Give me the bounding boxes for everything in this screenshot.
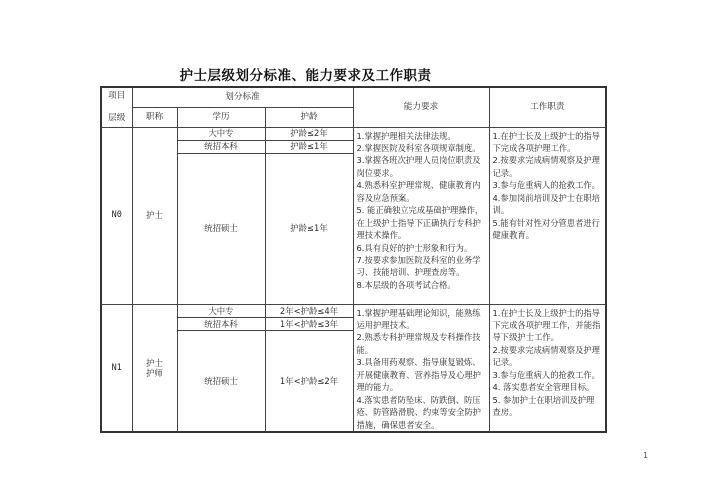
ability-item: 1.掌握护理基础理论知识，能熟练运用护理技术。 bbox=[356, 307, 481, 330]
ability-item: 2.熟悉专科护理常规及专科操作技能。 bbox=[356, 332, 481, 355]
level-cell: N0 bbox=[101, 127, 132, 304]
duty-item: 3.参与危重病人的抢救工作。 bbox=[492, 180, 600, 191]
header-criteria: 划分标准 bbox=[132, 87, 353, 107]
education-cell: 统招本科 bbox=[177, 140, 265, 153]
education-cell: 大中专 bbox=[177, 127, 265, 140]
duty-item: 3.参与危重病人的抢救工作。 bbox=[492, 369, 600, 380]
duties-cell bbox=[489, 127, 606, 304]
ability-item: 3.具备用药观察、指导康复锻炼、开展健康教育、营养指导及心理护理的能力。 bbox=[356, 357, 481, 393]
header-level-label: 层级 bbox=[108, 112, 126, 123]
ability-cell bbox=[353, 304, 489, 432]
title-cell: 护士 bbox=[132, 127, 177, 304]
seniority-cell: 1年<护龄≤3年 bbox=[265, 317, 353, 330]
level-cell: N1 bbox=[101, 304, 132, 432]
ability-item: 1.掌握护理相关法律法规。 bbox=[356, 130, 456, 141]
document-title-text: 护士层级划分标准、能力要求及工作职责 bbox=[179, 68, 432, 84]
education-cell: 统招硕士 bbox=[177, 330, 265, 432]
duty-item: 4.参加岗前培训及护士在职培训。 bbox=[492, 192, 600, 216]
seniority-cell: 1年<护龄≤2年 bbox=[265, 330, 353, 432]
duty-item: 4. 落实患者安全管理目标。 bbox=[492, 382, 595, 393]
title-line: 护士 bbox=[146, 357, 163, 368]
duty-item: 1.在护士长及上级护士的指导下完成各项护理工作，并能指导下级护士工作。 bbox=[492, 307, 601, 343]
document-title bbox=[0, 64, 707, 84]
header-education: 学历 bbox=[177, 107, 265, 127]
header-ability: 能力要求 bbox=[353, 87, 489, 127]
duty-item: 2.按要求完成病情观察及护理记录。 bbox=[492, 155, 600, 178]
ability-item: 7.按要求参加医院及科室的业务学习、技能培训、护理查房等。 bbox=[356, 255, 481, 278]
duty-item: 1.在护士长及上级护士的指导下完成各项护理工作。 bbox=[492, 130, 600, 153]
duty-item: 5.能有针对性对分管患者进行健康教育。 bbox=[492, 217, 600, 241]
ability-item: 8.本层级的各项考试合格。 bbox=[356, 279, 456, 290]
nurse-level-table bbox=[100, 86, 607, 433]
education-cell: 大中专 bbox=[177, 304, 265, 317]
ability-item: 5. 能正确独立完成基础护理操作，在上级护士指导下正确执行专科护理技术操作。 bbox=[356, 205, 484, 241]
title-line: 护师 bbox=[146, 367, 163, 378]
duty-item: 2.按要求完成病情观察及护理记录。 bbox=[492, 344, 600, 368]
seniority-cell: 2年<护龄≤4年 bbox=[265, 304, 353, 317]
ability-item: 3.掌握各班次护理人员岗位职责及岗位要求。 bbox=[356, 155, 481, 178]
duty-item: 5. 参加护士在职培训及护理查房。 bbox=[492, 394, 595, 418]
seniority-cell: 护龄≤1年 bbox=[265, 140, 353, 153]
page-number: 1 bbox=[643, 451, 649, 460]
education-cell: 统招本科 bbox=[177, 317, 265, 330]
header-title: 职称 bbox=[132, 107, 177, 127]
ability-item: 2.掌握医院及科室各项规章制度。 bbox=[356, 142, 481, 153]
education-cell: 统招硕士 bbox=[177, 153, 265, 304]
ability-item: 6.具有良好的护士形象和行为。 bbox=[356, 242, 473, 253]
header-seniority: 护龄 bbox=[265, 107, 353, 127]
header-item-level bbox=[101, 87, 132, 127]
header-item-label: 项目 bbox=[108, 91, 126, 102]
title-cell bbox=[132, 304, 177, 432]
seniority-cell: 护龄≤1年 bbox=[265, 153, 353, 304]
ability-item: 4.落实患者防坠床、防跌倒、防压疮、防管路滑脱、约束等安全防护措施，确保患者安全。 bbox=[356, 394, 481, 430]
seniority-cell: 护龄≤2年 bbox=[265, 127, 353, 140]
ability-cell bbox=[353, 127, 489, 304]
duties-cell bbox=[489, 304, 606, 432]
ability-item: 4.熟悉科室护理常规、健康教育内容及应急预案。 bbox=[356, 180, 481, 203]
header-duties: 工作职责 bbox=[489, 87, 606, 127]
